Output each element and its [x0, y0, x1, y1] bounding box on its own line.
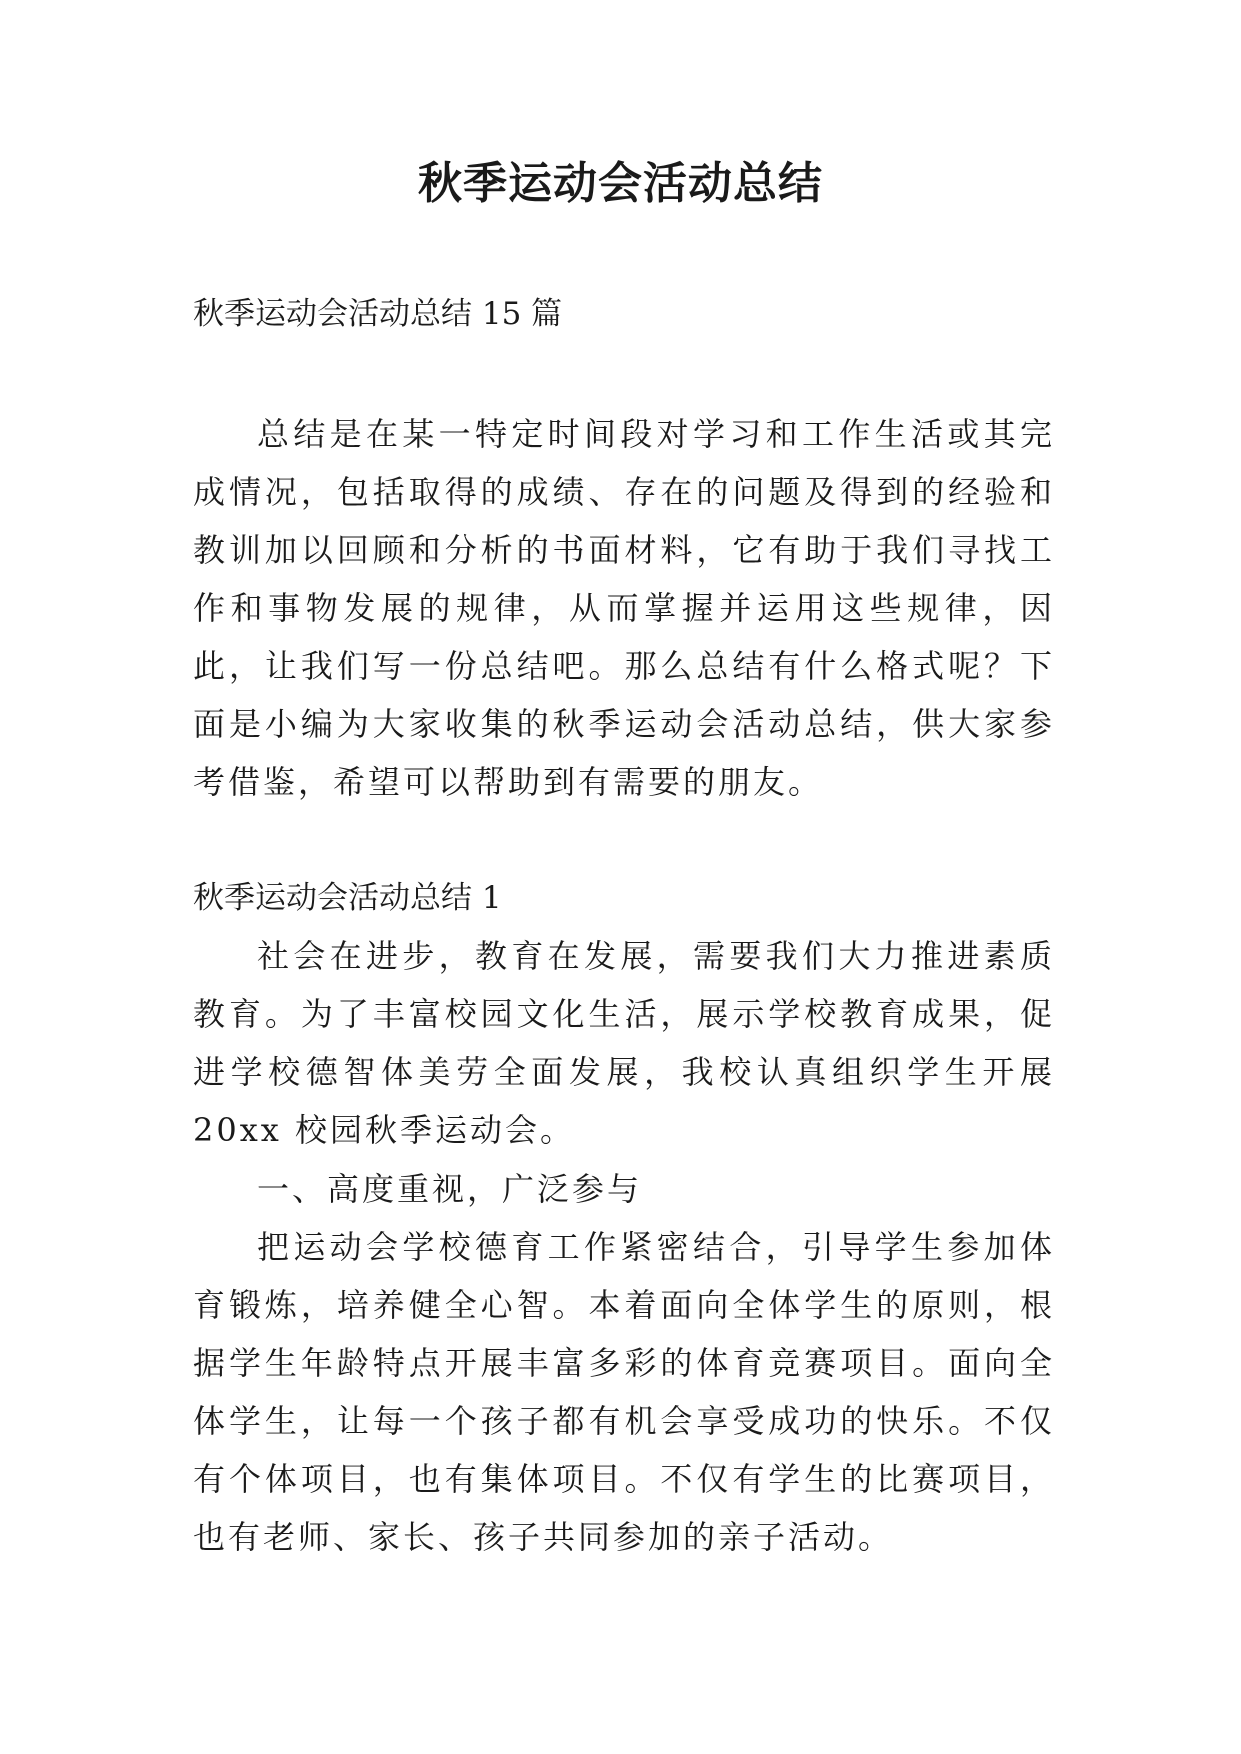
document-title: 秋季运动会活动总结: [418, 158, 823, 209]
document-subtitle: 秋季运动会活动总结 15 篇: [193, 296, 563, 332]
body-paragraph-1: 社会在进步，教育在发展，需要我们大力推进素质教育。为了丰富校园文化生活，展示学校教育成果，促进学校德智体美劳全面发展，我校认真组织学生开展 20xx 校园秋季运动会。: [193, 937, 1055, 1149]
section-title: 秋季运动会活动总结 1: [193, 880, 502, 916]
intro-paragraph: 总结是在某一特定时间段对学习和工作生活或其完成情况，包括取得的成绩、存在的问题及得到的经验和教训加以回顾和分析的书面材料，它有助于我们寻找工作和事物发展的规律，从而掌握并运用这些规律，因此，让我们写一份总结吧。那么总结有什么格式呢？下面是小编为大家收集的秋季运动会活动总结，供大家参考借鉴，希望可以帮助到有需要的朋友。: [193, 415, 1055, 801]
body-paragraph-2: 把运动会学校德育工作紧密结合，引导学生参加体育锻炼，培养健全心智。本着面向全体学生的原则，根据学生年龄特点开展丰富多彩的体育竞赛项目。面向全体学生，让每一个孩子都有机会享受成功的快乐。不仅有个体项目，也有集体项目。不仅有学生的比赛项目，也有老师、家长、孩子共同参加的亲子活动。: [193, 1228, 1055, 1556]
section-heading-1: 一、高度重视，广泛参与: [257, 1170, 643, 1208]
